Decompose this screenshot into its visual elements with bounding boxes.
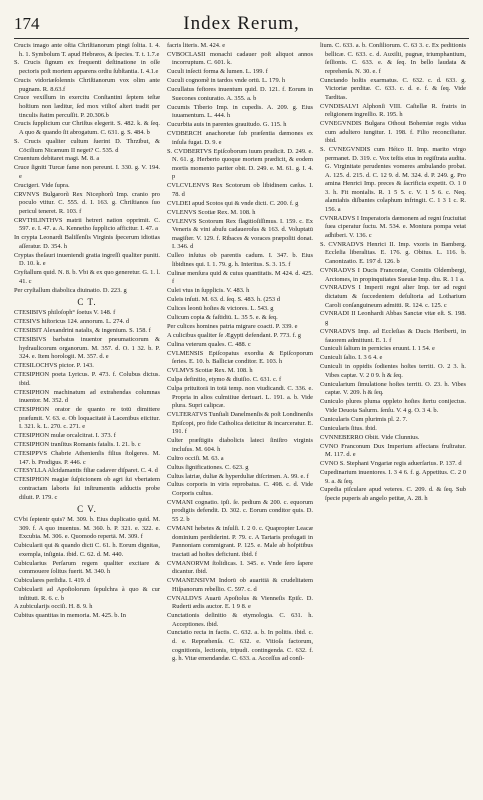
index-entry: CTESIPPVS Chabrie Athenienſis filius ſtolgeres. M. 147. b. Prodigus. P. 446. c	[14, 449, 160, 466]
index-entry: Cunctando hoſtis exarmatus. C. 632. c. d. 633. g. Victoriæ perditæ. C. 633. c. d. e. f. & ſeq. Vide Tarditas.	[320, 76, 466, 101]
index-entry: lium. C. 633. a. b. Conſiliorum. C. 63 3. c. Ex peditionis bellicæ. C. 633. c. d. Auxilii, pugnæ, triumphantium, ſeſſionis. C. 633. e. & ſeq. In bello laudata & reprehenſa. N. 30. e. f	[320, 42, 466, 75]
index-entry: Cunicularis ſitus. ibid.	[320, 424, 377, 432]
index-entry: Cunctationis deſinitio & etymologia. C. 631. h. Acceptiones. ibid.	[167, 612, 313, 628]
index-entry: Cucumis Tiberio Imp. in cupedis. A. 209. g. Eius iuuamentum. L. 444. h	[167, 103, 313, 120]
index-entry: Cunicularium ſimulatione hoſtes territi. O. 23. h. Vibes captæ. V. 209. h & ſeq.	[320, 380, 466, 397]
index-entry: Per culices homines patria migrare coacti. P. 339. e	[167, 322, 298, 330]
index-entry: Cuniculi ſalium in pernicies eruunt. I. 1 54. e	[320, 345, 435, 353]
index-entry: CTESIBIVS philoſoph° ſoetus V. 148. f	[14, 309, 116, 317]
index-entry: CTESIPHON tranſitus Romanis fatalis. I. 21. b. c	[14, 441, 141, 449]
index-entry: CVNRADVS I Imperatoris dæmonem ad regni ſruciuitat ſuea ciperatur ſuctu. M. 534. e. Montura pompa vetat adhiberi. V. 136. c	[320, 214, 466, 239]
index-entry: Cunctatio recta in factis. C. 632. a. b. In politis. ibid. c. d. e. Repræhenſa. C. 632. e. Vitioſa factorum, cognitionis, lectionis, tripudi. contingenda. C. 632. f. g. h. Vitæ emendandæ. C. 633. a. Acceſſus ad conſi-	[167, 629, 313, 663]
index-entry: S. CVNEGVNDIS cum Héico II. Imp. marito virgo permanet. D. 319. c. Vox teſtis eius in regiſtrata audita. G. Virginitate perudentes vomeres ambulando probat. A. 125. d. 215. d. C. 12 9. d. M. 324. d. P. 249. g. Pro amina Henrici Imp. preces & ſacrificia expetit. O. 1 0 3. h. Fit monialis. R. 1 5 5. c. V. 1 5 6. c. Neq. alamiahis diſbantes colaphum infringit. C. 1 3 1 c. R. 156. a	[320, 146, 466, 213]
index-entry: Cryſtallum quid. N. 8. b. Vbi & ex quo generetur. G. 1. l. 41. c	[14, 269, 160, 285]
index-entry: Culei vtus in ſupplicis. V. 483. h	[167, 287, 250, 295]
index-entry: CVNRADI II Leonhardi Abbas Sanctæ vitæ eſt. S. 198. g	[320, 310, 466, 327]
index-entry: CVLMVS Scotiæ Rex. M. 108. h	[167, 367, 253, 375]
index-entry: CVNDISALVI Alphonſi VIII. Caſtellæ R. fratris in religionem ingreſſio. R. 195. h	[320, 102, 466, 119]
index-column-right	[320, 42, 466, 792]
page-number: 174	[14, 14, 40, 33]
section-letter-heading: C T.	[77, 297, 97, 308]
index-entry: Cubitus quantitas in memoria. M. 425. b. In	[14, 612, 127, 620]
index-entry: CRVTHLINTHVS matrii hetreri nation opprimit. C. 597. e. I. 47. a. A. Kennetho ſupplicio afficitur. I. 47. a	[14, 216, 160, 233]
running-title: Index Rerum,	[183, 13, 300, 34]
index-entry: CTESIPHON machinatum ad extrahendas columnas inuentor. M. 352. d	[14, 388, 160, 405]
index-entry: S. CVDBERTVS Epiſcoborum iuum prudicit. D. 249. e. N. 61. g. Herberto quoque mortem prædicit, & eodem mortis momento pariter obit. D. 249. e. M. 61. g. I. 4. p	[167, 147, 313, 181]
index-entry: Cucurbita auis in parentes grauitudo. G. 115. h	[167, 121, 287, 129]
index-entry: Cuculi inſecti forma & lumen. L. 199. f	[167, 68, 268, 76]
index-entry: Culicum copia & faſtidiū. L. 35 5. e. & ſeq.	[167, 313, 278, 321]
index-entry: Per cryſtallum diabolica diuinatio. D. 223. g	[14, 286, 127, 294]
index-entry: Cuniculo plures pluma oppleto hoſtes ſtertu conijectus. Vide Deuota Salurm. ſenſu. V. 4 g. O. 3 4. b.	[320, 398, 466, 414]
index-column-left	[14, 42, 160, 792]
section-letter-heading: C V.	[77, 504, 97, 515]
index-entry: Cultus ſignificationes. C. 623. g	[167, 463, 249, 471]
index-entry: Crucis ſupplicium cur Chriſtus elegerit. S. 482. k. & ſeq. A quo & quando ſit abrogatum. C. 631. g. S. 484. b	[14, 120, 160, 137]
index-entry: A culicibus qualiter ſe Ægypti defendant. P. 773. f. g	[167, 331, 302, 339]
index-entry: CVNRADVS I Imperii regni alter Imp. ter ad regni dictatum & ſuccedentem deſultoria ad Lotharium Caroli conſanguineum admitti. R. 124. c. 125. c	[320, 284, 466, 309]
index-entry: CTESIPHON magiæ ſuſpicionem ob agri ſui vbertatem contractam laboris ſui inſtrumentis adductis probe diluit. P. 179. c	[14, 476, 160, 501]
index-entry: Cultus latriæ, duliæ & hyperduliæ diſcrimen. A. 99. e. f	[167, 472, 309, 480]
index-entry: CTESYLLA Alcidamantis filiæ cadaver diſparet. C. 4. d	[14, 467, 158, 475]
index-entry: CVLDEI apud Scotos qui & vnde dicti. C. 200. f. g	[167, 199, 299, 207]
index-entry: Crucis imago ante oſtia Chriſtianorum pingi ſolita. I. 4. h. 1. Symbolum T. apud Hebræos, & ſpecies. T. t. 1.7.e	[14, 42, 160, 58]
index-entry: Cubicularii ad Apoſtolorum ſepulchra à quo & cur inſtituti. R. 6. c. b	[14, 585, 160, 602]
index-entry: CVBOCLASII monachi cadauer poſt aliquot annos incorruptum. C. 601. k.	[167, 50, 313, 67]
index-entry: Cubiculares perſidia. I. 419. d	[14, 577, 91, 585]
index-entry: CVNEGVNDIS Bulgara Othoui Bohemiæ regis vidua cum adultero iungitur. I. 198. f. Filio reconciliatur. ibid.	[320, 120, 466, 145]
index-entry: S. CVNRADVS Henrici II. Imp. vxoris in Bamberg. Eccleſia liberalitas. E. 176. g. Obitus. L. 116. b. Canonizatio. E. 197 d. 126. b	[320, 240, 466, 266]
index-entry: Cultus corporis in viris reprobatus. C. 498. c. d. Vide Corporis cultus.	[167, 481, 313, 497]
index-entry: Crucis vidoriæſolennis Chriſtianorum vox olim ante pugnam. R. 8.63.f	[14, 76, 160, 93]
index-entry: CTESIVS hiſtoricus 124. annorum. L. 274. d	[14, 318, 130, 326]
index-entry: CVNO Franconum Dux Imperium affectans fruſtratur. M. 117. d. e	[320, 442, 466, 459]
index-entry: CVNALDVS Auarū Apoſtolus & Vienneſis Epiſc. D. Ruderti ædis auctor. E. 1 9 8. e	[167, 594, 313, 611]
index-entry: Cruce ſigniti Turcæ fame non pereunt. I. 330. g. V. 194. e	[14, 164, 160, 180]
index-entry: CVNNEBERRO Obiit. Vide Clunnius.	[320, 433, 420, 441]
index-entry: CVLENVS Scotiæ Rex. M. 108. h	[167, 208, 256, 216]
index-entry: Cruce vexillum in exercitu Conſtantini ſeptem teſtæ hoſtium non læditur, ſed mox viilioſ alteri tradit per tinculis ſtatim percuſſit. P. 20.306.b	[14, 94, 160, 119]
index-entry: Cunicularis Cum plurimis pl. 2. 7.	[320, 415, 408, 423]
index-entry: In crypta Leonardi Baliſſenſis Virginis ſpecerum idiotias aſſeratur. D. 354. h	[14, 234, 160, 250]
index-entry: CTESIPHON mulæ orcalcitrat. I. 373. f	[14, 432, 116, 440]
index-entry: Cubicularii qui & quando dicti C. 61. h. Eorum dignitas, exempla, inſignia. ibid. C. 62. d. M. 440.	[14, 542, 160, 558]
index-entry: CVMANI cognatio. ipſi. ſe. pedium & 200. c. equorum prodigiis defendit. D. 302. c. Eorum conditor quis. D. 55 2. b	[167, 498, 313, 524]
index-entry: Cuculi cognomẽ in tardos vnde ortū. L. 179. h	[167, 77, 286, 85]
index-entry: CVLCVLENVS Rex Scotorum ob libidinem cæſus. I. 78. d	[167, 182, 313, 198]
header-rule	[14, 38, 469, 39]
index-entry: CRVNVS Bulgarorũ Rex Nicephorũ Imp. cranio pro poculo vtitur. C. 555. d. I. 163. g. Chriſtianos ſuo pericul teneret. R. 103. f	[14, 190, 160, 215]
index-entry: Cupedia piſculare apud veteres. C. 209. d. & ſeq. Sub ſpecie puperis ab angelo petitæ, A. 28. h	[320, 486, 466, 503]
index-entry: Cubicularius Perſarum regem qualiter excitare & commouere ſolitus fuerit. M. 340. h	[14, 559, 160, 576]
index-entry: A zubicularijs occiſi. H. 8. 9. h	[14, 603, 93, 611]
index-entry: Culleo inſutus ob parentis cadum. I. 347. b. Eius libidines qui. I. 1. 79. g. h. Interitus. S. 3. 15. f	[167, 252, 313, 268]
index-entry: Culter præſtigiis diabolicis lateci ſiniſtro virginis incluſus. M. 604. h	[167, 437, 313, 453]
index-entry: CVMANI hebetes & inſulſi. I. 2 0. c. Quapropter Leacæ dominium perdiderint. P. 79. c. A Tartaris profugati in Pannoniam commigrant. P. 125. e. Male ab hoſpitibus tractati ad hoſtes deficiunt. ibid. f	[167, 524, 313, 558]
index-entry: CVLTERATVS Tunſtali Danelmenſis & poſt Londinenſis Epiſcopi, pro fide Catholica deiicitur & incarceratur. E. 191. f	[167, 411, 313, 436]
index-entry: Cruentum debitaret magi. M. 8. a	[14, 155, 100, 163]
index-entry: Cuniculi in oppidis ſodientes hoſtes territi. O. 2 3. h. Vibes captæ. V. 2 0 9. h & ſeq.	[320, 363, 466, 379]
index-column-middle	[167, 42, 313, 792]
index-entry: Culina veterum quales. C. 488. c	[167, 340, 251, 348]
page-header	[14, 14, 469, 36]
index-entry: Culpa prituitorā in totā temp. non viudicandi. C. 336. e. Propria in alios culmiiiue deriuari. L. 191. a. b. Vide plura. Supri calipcæ.	[167, 385, 313, 410]
index-entry: CVNRADVS I Ducis Franconiæ, Comitis Oldembergi, Arctomes, in propinquitates Sueuiæ Imp. diu. R. 1 1 a.	[320, 266, 466, 283]
index-entry: Cultro occiſi. M. 63. a	[167, 454, 224, 462]
index-entry: CTESIPHON poeta Lyricus. P. 473. f. Colubus dictus. ibid.	[14, 371, 160, 387]
index-entry: Culeis inſuti. M. 63. d. ſeq. S. 483. h. (253 d	[167, 296, 280, 304]
index-entry: CVNRADVS Imp. ad Eccleſias & Ducis Heriberti, in fauorem admittunt. E. 1. f	[320, 327, 466, 344]
index-entry: CVNO S. Stephani Vngariæ regis aduerſarius. P. 137. d	[320, 460, 462, 468]
index-entry: S. Crucis ſignum ex frequenti deſtinatione in oſſe pectoris poſt mortem apparens ordiu ſubſtantia. I. 4.1.e	[14, 59, 160, 76]
index-entry: CTESIBIVS barbatus inuentor pneumaticorum & hydraulicorum organorum. M. 357. d. O. 1 32. b. P. 324. e. Item horologii. M. 357. d. e	[14, 336, 160, 361]
index-entry: Culinæ menſura quid & cuius quantitatis. M 424. d. 425. f	[167, 269, 313, 286]
index-entry: CVMANORVM ſtolidicas. I. 345. e. Vnde ſero ſapere dicantur. ibid.	[167, 559, 313, 576]
index-entry: Cupedinarium inuentores. I. 3 4 6. f. g. Appetitus. C. 2 0 9. a. & ſeq.	[320, 469, 466, 485]
index-entry: Cuniculi ſalio. I. 3 6 4. e	[320, 354, 383, 362]
index-entry: Culpa definitio, etymo & diuiſio. C. 631. c. f	[167, 376, 282, 384]
index-entry: facris literis. M. 424. e	[167, 42, 226, 49]
index-entry: CTESIBIT Alexandrini natalis, & ingenium. S. 158. f	[14, 327, 151, 335]
index-entry: Culices leonū hoſtes & victores. L. 543. g	[167, 305, 274, 313]
index-entry: CVDBERCH anachoretæ ſub præſentia dæmones ex inſula fugat. D. 9. e	[167, 130, 313, 146]
index-entry: CTESILOCHVS pictor. P. 143.	[14, 362, 94, 370]
index-entry: Crucigeri. Vide ſupra.	[14, 181, 70, 189]
index-entry: CVbi ſeptentr quis? M. 309. b. Eius duplicatio quid. M. 309. f. A quo inuentus. M. 360. b. P. 321. e. 322. e. Excubia. M. 306. e. Quomodo repertā. M. 309. f	[14, 516, 160, 541]
index-entry: Cryptas theſauri inueniendi gratia ingreſſi qualiter puniti. D. 10. k. e	[14, 251, 160, 268]
index-entry: CVLENVS Scotorum Rex flagitioſiſſimus. I. 159. c. Ex Veneris & vini abuſu cadaueroſus & 163. d. Voluptatū magiſter. V. 129. f. Ribaces & voraces præpoſiti donat. I. 346. d	[167, 217, 313, 251]
index-entry: CVMANENSIVM Indorū ob auaritiā & crudelitatem Hiſpanorum rebellio. C. 597. c. d	[167, 577, 313, 593]
index-entry: Cucullatus feſtores inuentum quid. D. 121. f. Eorum in Suecones coniuratio. A. 355. a. b	[167, 86, 313, 102]
index-entry: S. Crucis qualiter cultum ſuerint D. Thrzibut, & Cöcilium Nicænum II neget? C. 535. d	[14, 137, 160, 154]
index-entry: CVLMENSIS Epiſcopatus exordia & Epiſcoporum ſeries. E. 10. b. Balliciæ conditor. E. 103. h	[167, 349, 313, 366]
index-entry: CTESIPHON orator de quanto re totū dimittere præſumit. V. 63. e. Ob loquacitatē à Lacenibus eiicitur. I. 321. k. L. 270. c. 271. e	[14, 406, 160, 431]
